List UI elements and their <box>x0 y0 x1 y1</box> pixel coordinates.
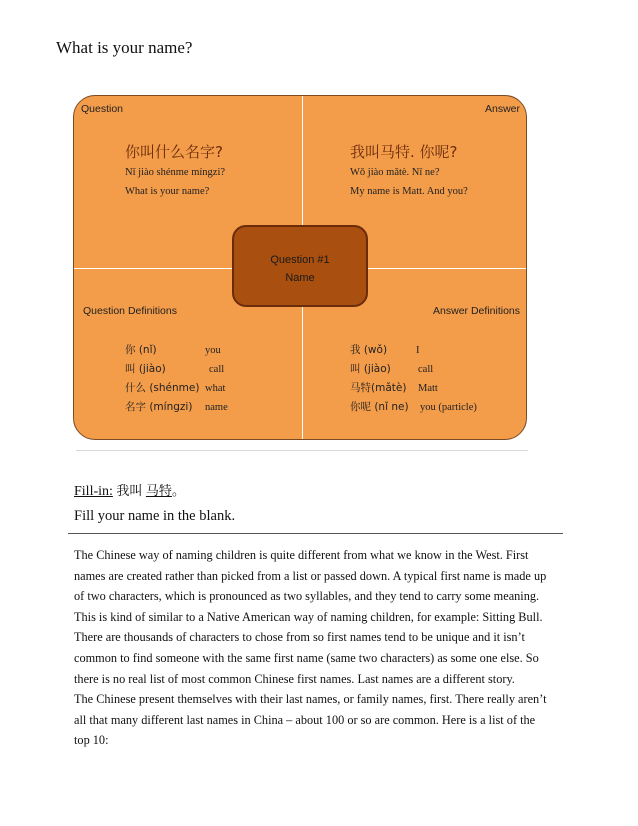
paragraph-line: names are created rather than picked from a list or passed down. A typical first name is made up <box>74 568 547 583</box>
definition-term: 你呢 (nǐ ne) <box>350 401 409 413</box>
question-english: What is your name? <box>125 186 210 197</box>
definition-meaning: name <box>205 402 228 413</box>
definition-meaning: I <box>416 345 420 356</box>
question-definitions-label: Question Definitions <box>83 305 177 317</box>
paragraph-line: This is kind of similar to a Native American way of naming children, for example: Sitting Bull. <box>74 609 543 624</box>
definition-term: 叫 (jiào) <box>350 363 391 375</box>
question-definitions-list <box>125 341 228 417</box>
answer-hanzi: 我叫马特. 你呢? <box>350 143 458 161</box>
instruction-rule <box>68 533 563 534</box>
paragraph-line: There are thousands of characters to chose from so first names tend to be unique and it isn’t <box>74 630 525 645</box>
paragraph-line: The Chinese way of naming children is quite different from what we know in the West. First <box>74 548 529 562</box>
center-topic-badge <box>232 225 368 307</box>
paragraph-line: all that many different last names in China – about 100 or so are common. Here is a list of the <box>74 712 536 727</box>
definition-term: 叫 (jiào) <box>125 363 166 375</box>
answer-definitions-label: Answer Definitions <box>433 305 520 317</box>
definition-term: 什么 (shénme) <box>125 382 200 394</box>
definition-row <box>350 379 477 398</box>
fill-in-end: 。 <box>171 484 185 499</box>
page-title: What is your name? <box>56 38 193 57</box>
definition-meaning: call <box>209 364 225 375</box>
definition-meaning: call <box>418 364 434 375</box>
definition-row <box>125 398 228 417</box>
paragraph-line: common to find someone with the same first name (same two characters) as some one else. So <box>74 650 539 665</box>
center-topic-line2: Name <box>285 272 315 284</box>
fill-in-instruction: Fill your name in the blank. <box>74 508 236 524</box>
definition-row <box>350 341 477 360</box>
fill-in-label: Fill-in: <box>74 484 113 499</box>
definition-meaning: you <box>205 345 221 356</box>
definition-meaning: what <box>205 383 226 394</box>
question-hanzi: 你叫什么名字? <box>125 143 223 161</box>
paragraph-line: there is no real list of most common Chinese first names. Last names are a different story. <box>74 671 515 686</box>
section-divider <box>76 450 528 451</box>
answer-pinyin: Wǒ jiào mǎtè. Nǐ ne? <box>350 167 440 178</box>
answer-label: Answer <box>484 103 520 115</box>
definition-term: 名字 (míngzi) <box>125 401 193 413</box>
answer-english: My name is Matt. And you? <box>350 186 468 197</box>
definition-row <box>125 360 228 379</box>
definition-meaning: Matt <box>418 383 438 394</box>
center-topic-line1: Question #1 <box>270 254 330 266</box>
paragraph-line: The Chinese present themselves with their last names, or family names, first. There really aren’t <box>74 692 547 706</box>
paragraph-line: top 10: <box>74 733 109 748</box>
question-pinyin: Nǐ jiào shénme míngzi? <box>125 167 226 178</box>
fill-in-blank: 马特 <box>145 484 172 499</box>
answer-definitions-list <box>350 341 477 417</box>
question-label: Question <box>81 103 124 115</box>
definition-meaning: you (particle) <box>420 402 477 413</box>
paragraph-line: of two characters, which is pronounced as two syllables, and they tend to carry some meaning. <box>74 589 540 604</box>
naming-paragraph-2 <box>74 689 552 751</box>
definition-row <box>350 398 477 417</box>
naming-paragraph-1 <box>74 545 552 689</box>
fill-in-part1: 我叫 <box>116 484 143 499</box>
fill-in-sentence <box>74 480 185 500</box>
definition-row <box>125 379 228 398</box>
definition-term: 马特(mǎtè) <box>350 382 407 394</box>
definition-term: 我 (wǒ) <box>350 344 388 356</box>
definition-row <box>350 360 477 379</box>
definition-row <box>125 341 228 360</box>
definition-term: 你 (nǐ) <box>125 344 157 356</box>
